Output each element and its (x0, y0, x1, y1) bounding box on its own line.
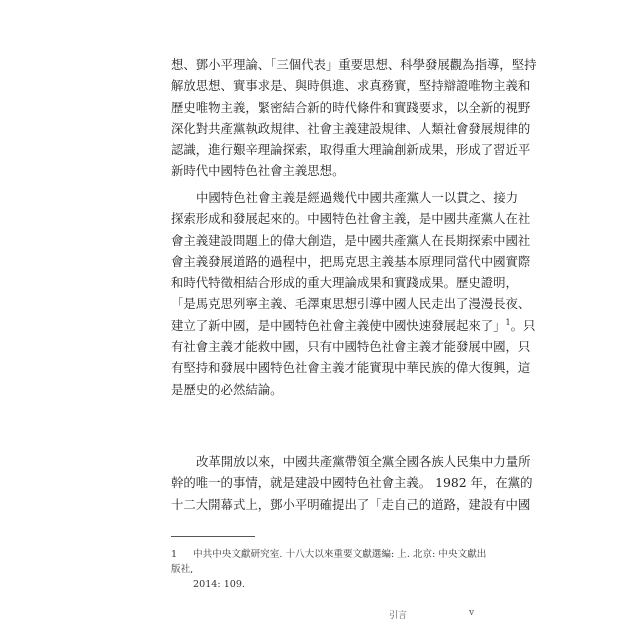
text-line: 會主義發展道路的過程中，把馬克思主義基本原理同當代中國實際 (171, 253, 531, 269)
text-line: 十二大開幕式上，鄧小平明確提出了「走自己的道路，建設有中國 (171, 496, 531, 512)
footnote-separator (171, 536, 255, 537)
text-line: 有社會主義才能救中國，只有中國特色社會主義才能發展中國，只 (171, 339, 531, 355)
heading-line (171, 413, 471, 434)
text-line: 中國特色社會主義是經過幾代中國共產黨人一以貫之、接力 (196, 190, 519, 205)
text-line: 幹的唯一的事情，就是建設中國特色社會主義。 1982 年，在黨的 (171, 475, 533, 491)
text-line: 想、鄧小平理論、「三個代表」重要思想、科學發展觀為指導，堅持 (171, 57, 537, 72)
paragraph-1 (171, 54, 537, 182)
footnote-number: 1 (171, 549, 178, 560)
text-line: 和時代特徵相結合形成的重大理論成果和實踐成果。歷史證明， (171, 275, 518, 291)
heading-line (171, 392, 471, 413)
paragraph-2 (171, 187, 536, 400)
quote-end-text: 建立了新中國，是中國特色社會主義使中國快速發展起來了」 (171, 317, 506, 333)
quote-tail-text: 。只 (510, 317, 536, 333)
footnote-text-line: 2014: 109. (193, 579, 246, 590)
text-line-with-footnote (171, 315, 536, 336)
footnote-text-line: 中共中央文獻研究室. 十八大以來重要文獻選編: 上. 北京: 中央文獻出版社, (171, 549, 487, 575)
text-line: 改革開放以來，中國共產黨帶領全黨全國各族人民集中力量所 (196, 454, 531, 469)
text-line: 是歷史的必然結論。 (171, 381, 283, 397)
text-line: 解放思想、實事求是、與時俱進、求真務實，堅持辯證唯物主義和 (171, 78, 531, 94)
footnote-marker[interactable]: 1 (505, 317, 511, 327)
text-line: 探索形成和發展起來的。中國特色社會主義，是中國共產黨人在社 (171, 211, 531, 227)
text-line: 會主義建設問題上的偉大創造，是中國共產黨人在長期探索中國社 (171, 232, 531, 248)
running-title: 引言 (389, 611, 408, 621)
text-line: 認識，進行艱辛理論探索，取得重大理論創新成果，形成了習近平 (171, 142, 531, 158)
section-heading (171, 392, 471, 435)
text-line: 新時代中國特色社會主義思想。 (171, 163, 345, 179)
footnote (171, 547, 491, 592)
paragraph-3 (171, 451, 533, 515)
text-line: 歷史唯物主義，緊密結合新的時代條件和實踐要求，以全新的視野 (171, 99, 531, 115)
text-line: 有堅持和發展中國特色社會主義才能實現中華民族的偉大復興，這 (171, 360, 531, 376)
text-line: 深化對共產黨執政規律、社會主義建設規律、人類社會發展規律的 (171, 120, 531, 136)
text-line: 「是馬克思列寧主義、毛澤東思想引導中國人民走出了漫漫長夜、 (171, 296, 531, 312)
page-number: v (469, 608, 475, 618)
